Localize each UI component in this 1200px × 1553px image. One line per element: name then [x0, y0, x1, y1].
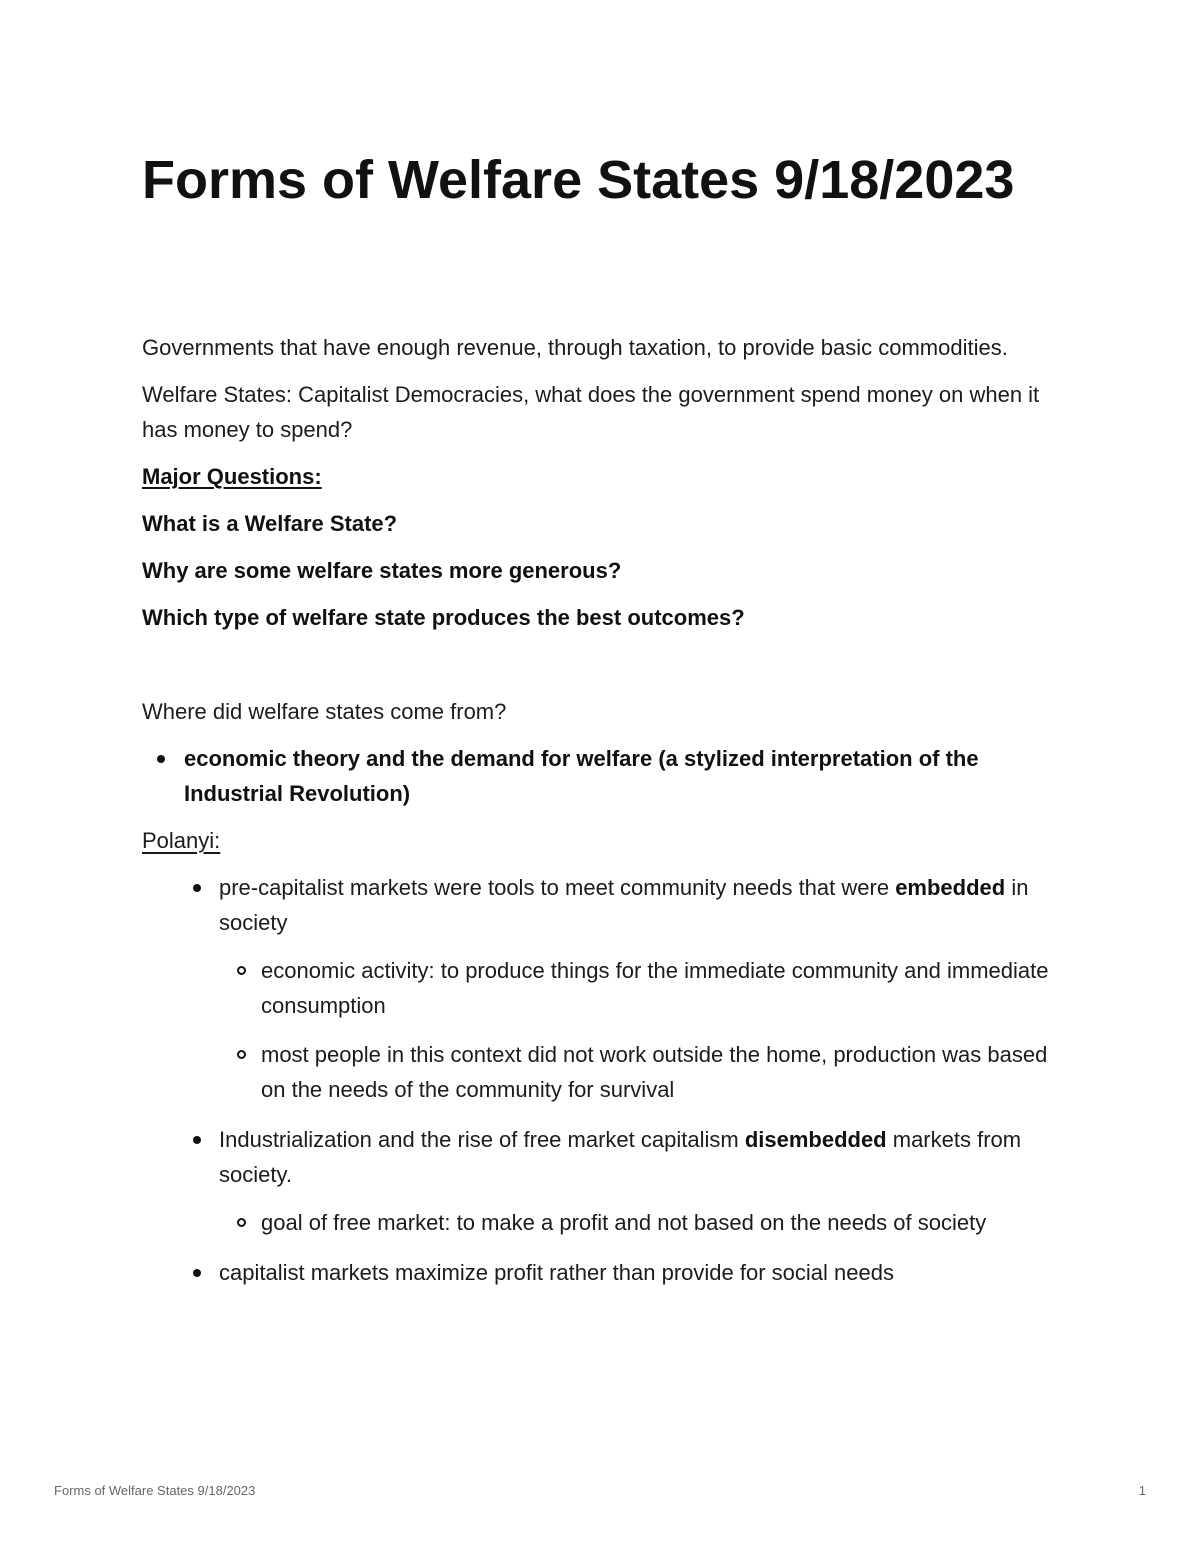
bullet-circle-icon — [237, 1050, 246, 1059]
list-item-text: capitalist markets maximize profit rather than provide for social needs — [219, 1260, 894, 1285]
origin-list — [142, 741, 1052, 811]
polanyi-list — [178, 870, 1052, 1290]
major-questions-heading: Major Questions: — [142, 464, 322, 489]
emphasis-embedded: embedded — [895, 875, 1006, 900]
welfare-definition-paragraph: Welfare States: Capitalist Democracies, what does the government spend money on when it has money to spend? — [142, 382, 1040, 442]
list-item-text: Industrialization and the rise of free market capitalism — [219, 1127, 739, 1152]
sub-list — [219, 1205, 1052, 1240]
list-item — [178, 870, 1052, 1107]
bullet-disc-icon — [157, 755, 165, 763]
bullet-circle-icon — [237, 966, 246, 975]
sub-list-item — [219, 953, 1052, 1023]
list-item-text: in society — [219, 875, 1029, 935]
sub-list-item-text: most people in this context did not work outside the home, production was based on the needs of the community for survival — [261, 1042, 1048, 1102]
sub-list-item — [219, 1205, 1052, 1240]
emphasis-disembedded: disembedded — [744, 1127, 887, 1152]
question-2: Why are some welfare states more generous? — [142, 558, 622, 583]
page-title: Forms of Welfare States 9/18/2023 — [142, 150, 1015, 210]
bullet-disc-icon — [193, 884, 201, 892]
question-3: Which type of welfare state produces the best outcomes? — [142, 605, 745, 630]
document-body — [142, 330, 1052, 1305]
bullet-disc-icon — [193, 1136, 201, 1144]
question-1: What is a Welfare State? — [142, 511, 398, 536]
footer-title: Forms of Welfare States 9/18/2023 — [54, 1483, 256, 1498]
origin-question: Where did welfare states come from? — [142, 699, 507, 724]
intro-paragraph: Governments that have enough revenue, through taxation, to provide basic commodities. — [142, 335, 1008, 360]
bullet-circle-icon — [237, 1218, 246, 1227]
spacer — [142, 647, 1052, 694]
sub-list-item — [219, 1037, 1052, 1107]
sub-list — [219, 953, 1052, 1107]
page-number: 1 — [1138, 1483, 1146, 1498]
list-item-text: markets from society. — [219, 1127, 1022, 1187]
list-item — [178, 1255, 1052, 1290]
sub-list-item-text: goal of free market: to make a profit and not based on the needs of society — [261, 1210, 987, 1235]
sub-list-item-text: economic activity: to produce things for the immediate community and immediate consumption — [261, 958, 1049, 1018]
list-item — [178, 1122, 1052, 1240]
list-item — [142, 741, 1052, 811]
bullet-disc-icon — [193, 1269, 201, 1277]
polanyi-heading: Polanyi: — [142, 828, 221, 853]
list-item-text: pre-capitalist markets were tools to meet community needs that were — [219, 875, 890, 900]
origin-bullet-text: economic theory and the demand for welfare (a stylized interpretation of the Industrial Revolution) — [184, 746, 979, 806]
